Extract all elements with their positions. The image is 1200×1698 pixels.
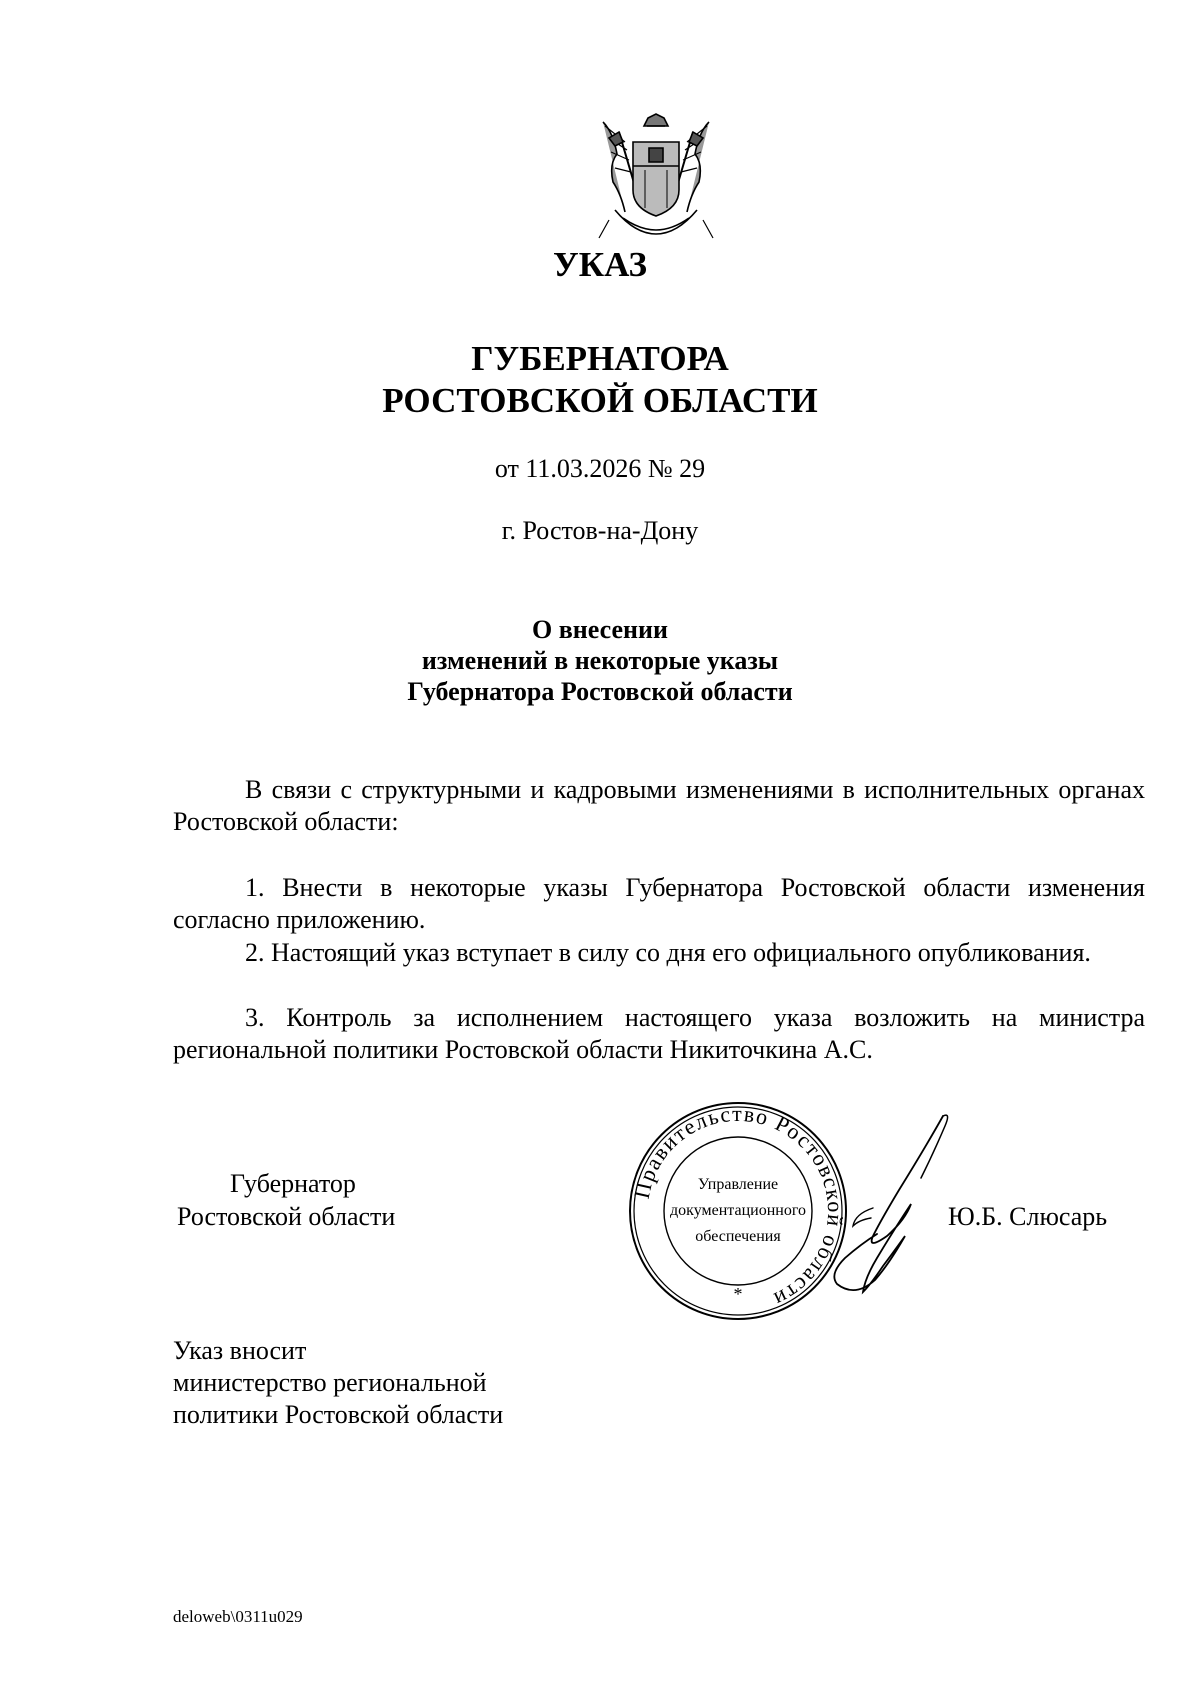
- date-and-number: от 11.03.2026 № 29: [494, 454, 706, 483]
- submitter-line-2: министерство региональной: [173, 1368, 487, 1397]
- stamp-inner-line-3: обеспечения: [695, 1228, 781, 1245]
- decree-item-1: 1. Внести в некоторые указы Губернатора Ростовской области изменения согласно приложению.: [173, 873, 1145, 934]
- coat-of-arms-icon: [595, 112, 717, 240]
- signer-name: Ю.Б. Слюсарь: [948, 1202, 1108, 1231]
- decree-item-2: 2. Настоящий указ вступает в силу со дня его официального опубликования.: [245, 938, 1091, 967]
- signer-position-line-2: Ростовской области: [177, 1202, 396, 1231]
- submitter-line-3: политики Ростовской области: [173, 1400, 504, 1429]
- subject-line-3: Губернатора Ростовской области: [407, 677, 793, 706]
- preamble-paragraph: В связи с структурными и кадровыми изменениями в исполнительных органах Ростовской области:: [173, 775, 1145, 836]
- official-stamp-icon: [627, 1100, 849, 1322]
- issuing-authority-line-1: ГУБЕРНАТОРА: [471, 339, 729, 378]
- decree-item-3: 3. Контроль за исполнением настоящего указа возложить на министра региональной политики Ростовской области Никиточкина А.С.: [173, 1003, 1145, 1064]
- signer-position-line-1: Губернатор: [230, 1169, 356, 1198]
- stamp-inner-line-2: документационного: [670, 1202, 806, 1219]
- document-file-code: deloweb\0311u029: [173, 1607, 303, 1626]
- submitter-line-1: Указ вносит: [173, 1336, 307, 1365]
- subject-line-2: изменений в некоторые указы: [421, 646, 779, 675]
- place-of-issue: г. Ростов-на-Дону: [501, 516, 699, 545]
- stamp-star: *: [733, 1284, 743, 1304]
- issuing-authority-line-2: РОСТОВСКОЙ ОБЛАСТИ: [382, 381, 818, 420]
- subject-line-1: О внесении: [532, 615, 668, 644]
- stamp-outer-text: Правительство Ростовской области: [628, 1100, 849, 1313]
- document-type-title: УКАЗ: [553, 245, 647, 284]
- stamp-inner-line-1: Управление: [697, 1176, 779, 1193]
